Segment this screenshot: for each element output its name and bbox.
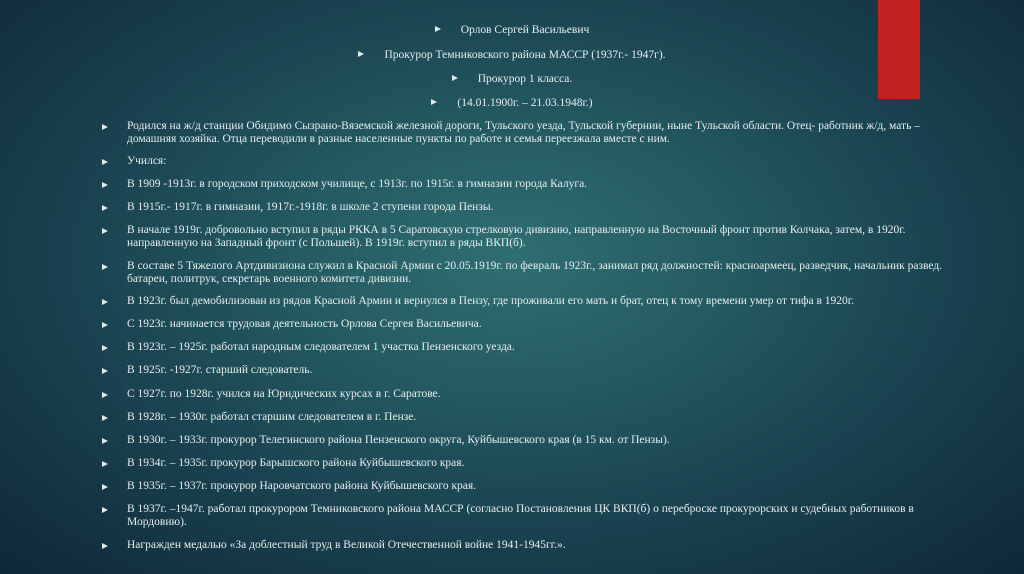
list-item-text: Учился: [127,155,167,167]
list-item-text: Родился на ж/д станции Обидимо Сызрано-Вяземской железной дороги, Тульского уезда, Тульской губернии, ныне Тульской области. Отец- работник ж/д, мать – домашняя хозяйка. Отца переводили в разные населенные пункты по работе и семья переезжала вместе с ним. [127,120,920,145]
triangle-bullet-icon [102,415,108,421]
list-item [102,318,962,331]
list-item-text: В 1923г. был демобилизован из рядов Красной Армии и вернулся в Пензу, где проживали его мать и брат, отец к тому времени умер от тифа в 1920г. [127,295,855,307]
triangle-bullet-icon [102,205,108,211]
list-item [102,480,962,493]
triangle-bullet-icon [358,51,364,57]
triangle-bullet-icon [102,228,108,234]
list-item [102,503,962,528]
person-name: Орлов Сергей Васильевич [460,24,590,36]
person-position: Прокурор Темниковского района МАССР (1937г.- 1947г). [384,49,666,61]
triangle-bullet-icon [102,182,108,188]
triangle-bullet-icon [102,345,108,351]
list-item-text: В 1934г. – 1935г. прокурор Барышского района Куйбышевского края. [127,457,465,469]
list-item-text: В 1930г. – 1933г. прокурор Телегинского района Пензенского округа, Куйбышевского края (в 15 км. от Пензы). [127,434,670,446]
triangle-bullet-icon [102,124,108,130]
list-item [102,434,962,447]
list-item-text: В начале 1919г. добровольно вступил в ряды РККА в 5 Саратовскую стрелковую дивизию, направленную на Восточный фронт против Колчака, затем, в 1920г. направленную на Западный фронт (с Польшей). В 1919г. вступил в ряды ВКП(б). [127,224,906,249]
triangle-bullet-icon [102,461,108,467]
triangle-bullet-icon [435,26,441,32]
list-item [102,201,962,214]
header-dates-line [0,96,1024,110]
triangle-bullet-icon [102,438,108,444]
list-item-text: В 1915г.- 1917г. в гимназии, 1917г.-1918г. в школе 2 ступени города Пензы. [127,201,494,213]
list-item [102,411,962,424]
header-name-line [0,23,1024,37]
list-item-text: В 1909 -1913г. в городском приходском училище, с 1913г. по 1915г. в гимназии города Калуга. [127,178,588,190]
triangle-bullet-icon [102,322,108,328]
triangle-bullet-icon [102,507,108,513]
list-item-text: С 1923г. начинается трудовая деятельность Орлова Сергея Васильевича. [127,318,482,330]
triangle-bullet-icon [102,264,108,270]
list-item-text: Награжден медалью «За доблестный труд в Великой Отечественной войне 1941-1945гг.». [127,539,566,551]
list-item-text: С 1927г. по 1928г. учился на Юридических курсах в г. Саратове. [127,388,441,400]
list-item-text: В 1925г. -1927г. старший следователь. [127,364,313,376]
list-item-text: В 1923г. – 1925г. работал народным следователем 1 участка Пензенского уезда. [127,341,515,353]
triangle-bullet-icon [102,484,108,490]
list-item-text: В составе 5 Тяжелого Артдивизиона служил в Красной Армии с 20.05.1919г. по февраль 1923г., занимал ряд должностей: красноармеец, разведчик, начальник развед. батареи, политрук, секретарь военного комитета дивизии. [127,260,943,285]
list-item-text: В 1937г. –1947г. работал прокурором Темниковского района МАССР (согласно Постановления ЦК ВКП(б) о переброске прокурорских и судебных работников в Мордовию). [127,503,914,528]
list-item [102,341,962,354]
list-item [102,295,962,308]
list-item [102,457,962,470]
triangle-bullet-icon [102,299,108,305]
triangle-bullet-icon [452,75,458,81]
list-item [102,120,962,145]
person-life-dates: (14.01.1900г. – 21.03.1948г.) [457,97,593,109]
list-item [102,388,962,401]
triangle-bullet-icon [102,159,108,165]
list-item [102,539,962,552]
triangle-bullet-icon [102,392,108,398]
list-item [102,178,962,191]
triangle-bullet-icon [431,99,437,105]
list-item-text: В 1928г. – 1930г. работал старшим следователем в г. Пензе. [127,411,417,423]
header-position-line [0,48,1024,62]
triangle-bullet-icon [102,368,108,374]
triangle-bullet-icon [102,543,108,549]
list-item [102,260,962,285]
list-item-text: В 1935г. – 1937г. прокурор Наровчатского района Куйбышевского края. [127,480,477,492]
list-item [102,364,962,377]
list-item [102,155,962,168]
list-item [102,224,962,249]
person-rank: Прокурор 1 класса. [477,73,573,85]
header-rank-line [0,72,1024,86]
